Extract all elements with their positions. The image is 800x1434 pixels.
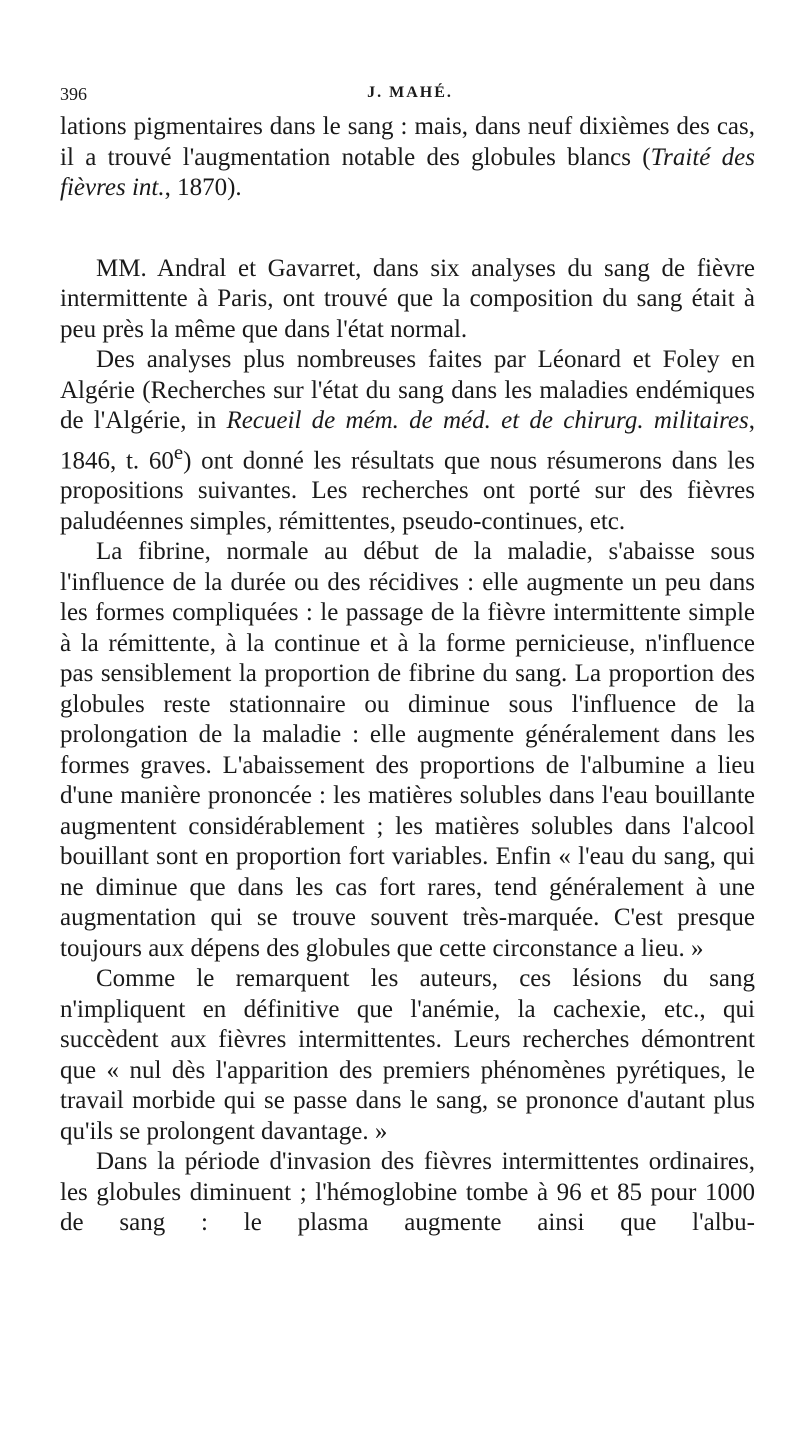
paragraph: [60, 1147, 755, 1239]
text-run: Comme le remarquent les auteurs, ces lésions du sang n'impliquent en définitive que l'anémie, la cachexie, etc., qui succèdent aux fièvres intermittentes. Leurs recherches démontrent que « nul dès l'apparition des premiers phénomènes pyrétiques, le travail morbide qui se passe dans le sang, se prononce d'autant plus qu'ils se prolongent davantage. »: [60, 965, 755, 1145]
text-run: ) ont donné les résultats que nous résumerons dans les propositions suivantes. Les recherches ont porté sur des fièvres paludéennes simples, rémittentes, pseudo-continues, etc.: [60, 446, 755, 535]
italic-text: Traité des fièvres int.: [60, 143, 755, 201]
text-run: , 1846, t. 60: [60, 407, 755, 474]
superscript: e: [173, 439, 184, 464]
paragraph: [60, 112, 755, 204]
text-run: La fibrine, normale au début de la maladie, s'abaisse sous l'influence de la durée ou des récidives : elle augmente un peu dans les formes compliquées : le passage de la fièvre intermittente simple à la rémittente, à la continue et à la forme pernicieuse, n'influence pas sensiblement la proportion de fibrine du sang. La proportion des globules reste stationnaire ou diminue sous l'influence de la prolongation de la maladie : elle augmente généralement dans les formes graves. L'abaissement des proportions de l'albumine a lieu d'une manière prononcée : les matières solubles dans l'eau bouillante augmentent considérablement ; les matières solubles dans l'alcool bouillant sont en proportion fort variables. Enfin « l'eau du sang, qui ne diminue que dans les cas fort rares, tend généralement à une augmentation qui se trouve souvent très-marquée. C'est presque toujours aux dépens des globules que cette circonstance a lieu. »: [60, 538, 755, 962]
text-run: Dans la période d'invasion des fièvres intermittentes ordinaires, les globules diminuent ; l'hémoglobine tombe à 96 et 85 pour 1000 de sang : le plasma augmente ainsi que l'albu-: [60, 1148, 755, 1237]
body-text: [60, 112, 755, 1239]
running-title: J. MAHÉ.: [367, 84, 453, 101]
paragraph: [60, 254, 755, 346]
page-number: 396: [60, 84, 87, 104]
text-run: Des analyses plus nombreuses faites par Léonard et Foley en Algérie (Recherches sur l'état du sang dans les maladies endémiques de l'Algérie, in: [60, 346, 755, 434]
italic-text: Recueil de mém. de méd. et de chirurg. militaires: [226, 407, 749, 434]
text-run: MM. Andral et Gavarret, dans six analyses du sang de fièvre intermittente à Paris, ont trouvé que la composition du sang était à peu près la même que dans l'état normal.: [60, 254, 755, 343]
paragraph: [60, 537, 755, 964]
text-run: , 1870).: [164, 174, 242, 201]
paragraph: [60, 964, 755, 1147]
text-run: lations pigmentaires dans le sang : mais, dans neuf dixièmes des cas, il a trouvé l'augmentation notable des globules blancs (: [60, 113, 755, 171]
paragraph: [60, 345, 755, 537]
running-head: [60, 84, 760, 108]
